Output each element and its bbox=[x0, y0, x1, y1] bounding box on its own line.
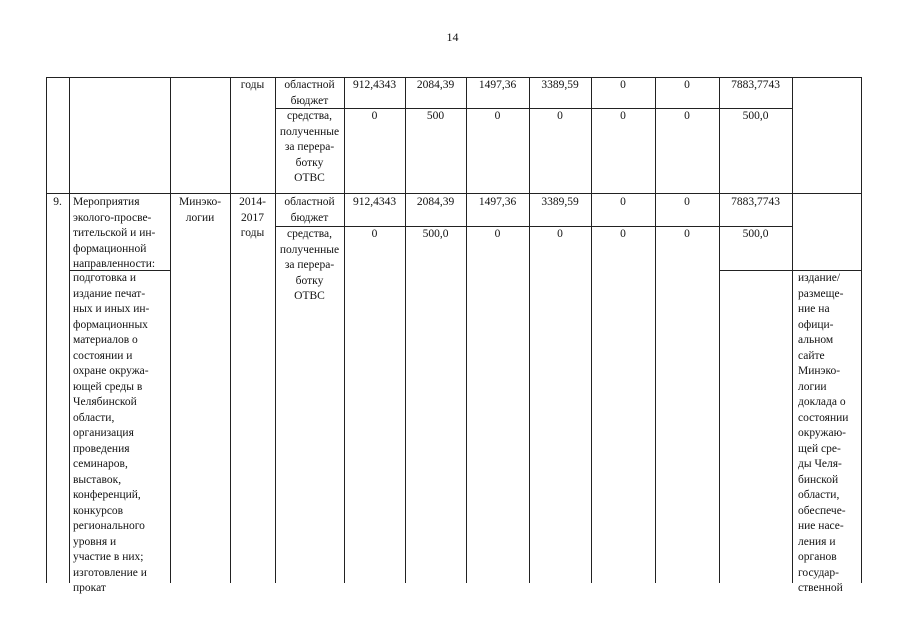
value-cell: 7883,7743 bbox=[731, 196, 780, 208]
value-cell: 2084,39 bbox=[416, 196, 455, 208]
value-cell: 0 bbox=[557, 228, 563, 240]
value-cell: 3389,59 bbox=[541, 196, 579, 208]
item-number: 9. bbox=[53, 196, 62, 208]
item-name: Мероприятия эколого-просве- тительской и ин- формационной направленности: bbox=[73, 196, 156, 270]
vline bbox=[170, 77, 171, 583]
vline bbox=[529, 77, 530, 583]
value-cell: 0 bbox=[620, 110, 626, 122]
value-cell: 500,0 bbox=[422, 228, 449, 240]
value-cell: 500,0 bbox=[742, 110, 769, 122]
vline bbox=[655, 77, 656, 583]
executor-cell: Минэко- логии bbox=[178, 196, 222, 224]
period-cell: годы bbox=[240, 79, 265, 91]
value-cell: 0 bbox=[620, 196, 626, 208]
source-cell: областной бюджет bbox=[284, 196, 335, 224]
value-cell: 7883,7743 bbox=[731, 79, 780, 91]
value-cell: 0 bbox=[620, 228, 626, 240]
value-cell: 0 bbox=[557, 110, 563, 122]
value-cell: 500 bbox=[426, 110, 445, 122]
item-subitem: подготовка и издание печат- ных и иных ин- формационных материалов о состоянии и охране окружа- ющей среды в Челябинской области, организация проведения семинаров, выставок, конференций, конкурсов регионального уровня и участие в них; изготовление и прокат bbox=[73, 272, 150, 594]
value-cell: 0 bbox=[494, 110, 501, 122]
source-cell: средства, полученные за перера- ботку ОТВС bbox=[279, 110, 340, 184]
value-cell: 1497,36 bbox=[478, 196, 517, 208]
value-cell: 912,4343 bbox=[352, 79, 397, 91]
value-cell: 0 bbox=[684, 79, 690, 91]
vline bbox=[69, 77, 70, 583]
value-cell: 912,4343 bbox=[352, 196, 397, 208]
value-cell: 0 bbox=[684, 228, 690, 240]
value-cell: 0 bbox=[684, 110, 690, 122]
value-cell: 0 bbox=[494, 228, 501, 240]
vline bbox=[792, 77, 793, 583]
hline bbox=[46, 193, 862, 194]
result-cell: издание/ размеще- ние на офици- альном сайте Минэко- логии доклада о состоянии окружаю- щей сре- ды Челя- бинской области, обеспече- ние насе- ления и органов государ- ственной bbox=[798, 272, 849, 594]
vline bbox=[861, 77, 862, 583]
value-cell: 0 bbox=[684, 196, 690, 208]
value-cell: 0 bbox=[371, 110, 378, 122]
value-cell: 2084,39 bbox=[416, 79, 455, 91]
vline bbox=[466, 77, 467, 583]
value-cell: 500,0 bbox=[742, 228, 769, 240]
vline bbox=[591, 77, 592, 583]
vline bbox=[344, 77, 345, 583]
vline bbox=[405, 77, 406, 583]
value-cell: 3389,59 bbox=[541, 79, 579, 91]
vline bbox=[46, 77, 47, 583]
vline bbox=[719, 77, 720, 583]
vline bbox=[230, 77, 231, 583]
value-cell: 0 bbox=[371, 228, 378, 240]
source-cell: областной бюджет bbox=[284, 79, 335, 107]
value-cell: 0 bbox=[620, 79, 626, 91]
period-cell: 2014- 2017 годы bbox=[239, 196, 266, 239]
value-cell: 1497,36 bbox=[478, 79, 517, 91]
source-cell: средства, полученные за перера- ботку ОТВС bbox=[279, 228, 340, 302]
page-number: 14 bbox=[446, 30, 459, 44]
